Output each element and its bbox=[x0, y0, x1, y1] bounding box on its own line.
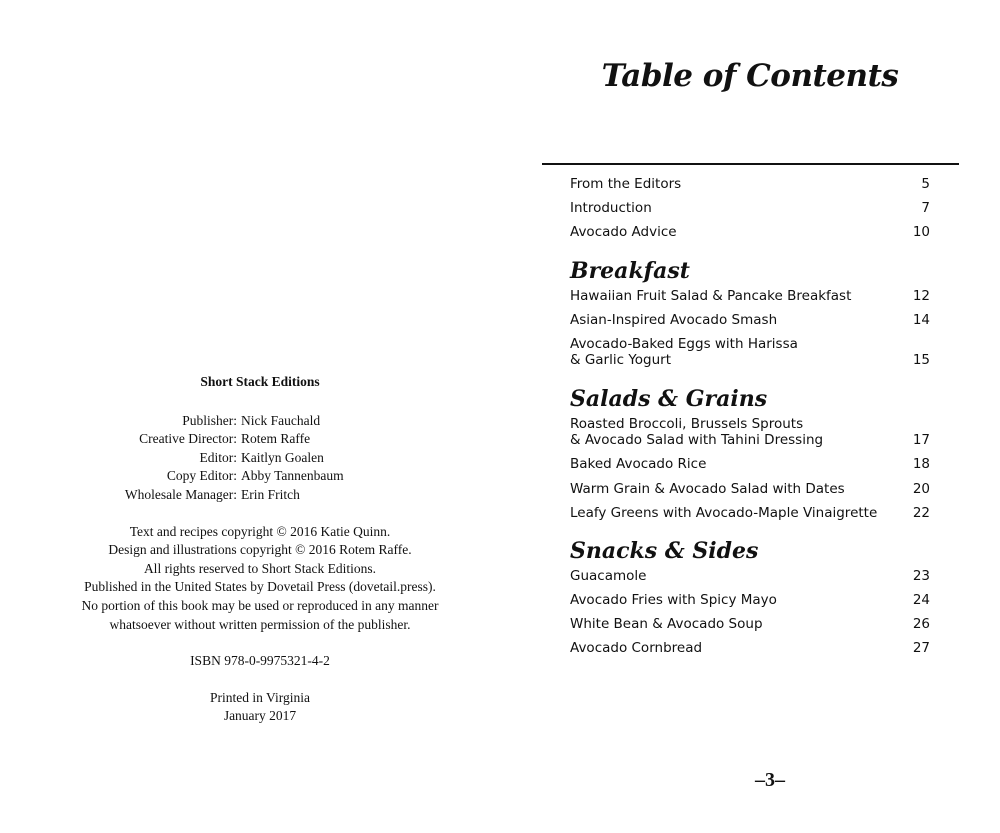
section-heading: Snacks & Sides bbox=[570, 538, 759, 565]
toc-title: Table of Contents bbox=[601, 58, 899, 94]
toc-entry[interactable] bbox=[570, 640, 930, 657]
copyright-line: Design and illustrations copyright © 2016 Rotem Raffe. bbox=[108, 542, 412, 558]
copyright-line: whatsoever without written permission of the publisher. bbox=[109, 616, 411, 632]
entry-title: Baked Avocado Rice bbox=[570, 456, 707, 473]
entry-page-number: 20 bbox=[912, 480, 930, 497]
entry-title: Avocado Cornbread bbox=[570, 640, 703, 657]
toc-entry[interactable] bbox=[570, 336, 930, 369]
entry-title: Asian-Inspired Avocado Smash bbox=[570, 311, 778, 328]
entry-page-number: 24 bbox=[912, 592, 930, 609]
entry-page-number: 5 bbox=[921, 176, 930, 192]
toc-entry[interactable] bbox=[570, 288, 930, 305]
page-number: –3– bbox=[755, 769, 785, 791]
copyright-block bbox=[60, 373, 460, 726]
credit-role: Editor: bbox=[199, 449, 237, 465]
credit-row bbox=[60, 467, 460, 486]
credit-name: Abby Tannenbaum bbox=[241, 468, 344, 484]
table-of-contents bbox=[570, 176, 930, 672]
entry-page-number: 12 bbox=[912, 287, 930, 304]
entry-page-number: 15 bbox=[912, 352, 930, 369]
entry-title: Roasted Broccoli, Brussels Sprouts & Avocado Salad with Tahini Dressing bbox=[570, 415, 824, 449]
contents-page bbox=[520, 0, 1000, 833]
printing-info bbox=[60, 689, 460, 726]
credit-role: Copy Editor: bbox=[166, 468, 237, 484]
toc-entry[interactable] bbox=[570, 224, 930, 241]
entry-title: Avocado Fries with Spicy Mayo bbox=[570, 592, 777, 609]
toc-entry[interactable] bbox=[570, 456, 930, 473]
toc-section-breakfast bbox=[570, 256, 930, 369]
toc-entry[interactable] bbox=[570, 616, 930, 633]
credit-row bbox=[60, 412, 460, 431]
credit-role: Creative Director: bbox=[139, 431, 237, 447]
credit-row bbox=[60, 449, 460, 468]
credits-list bbox=[60, 412, 460, 505]
credit-row bbox=[60, 430, 460, 449]
entry-title: Introduction bbox=[570, 200, 652, 217]
toc-entry[interactable] bbox=[570, 505, 930, 522]
copyright-line: No portion of this book may be used or reproduced in any manner bbox=[81, 597, 439, 613]
toc-entry[interactable] bbox=[570, 312, 930, 329]
entry-page-number: 14 bbox=[912, 311, 930, 328]
toc-entry[interactable] bbox=[570, 568, 930, 585]
print-date: January 2017 bbox=[223, 708, 297, 724]
credit-name: Kaitlyn Goalen bbox=[241, 449, 324, 465]
toc-entry[interactable] bbox=[570, 176, 930, 193]
credit-name: Rotem Raffe bbox=[241, 431, 311, 447]
copyright-line: Text and recipes copyright © 2016 Katie Quinn. bbox=[129, 523, 391, 539]
credit-name: Nick Fauchald bbox=[241, 412, 321, 428]
entry-page-number: 23 bbox=[912, 568, 930, 585]
entry-page-number: 27 bbox=[912, 640, 930, 657]
copyright-line: All rights reserved to Short Stack Editions. bbox=[143, 560, 377, 576]
section-heading: Salads & Grains bbox=[570, 385, 768, 412]
entry-page-number: 26 bbox=[912, 616, 930, 633]
entry-title: Avocado Advice bbox=[570, 224, 677, 241]
entry-title: Avocado-Baked Eggs with Harissa & Garlic Yogurt bbox=[570, 335, 798, 369]
toc-section-snacks-sides bbox=[570, 536, 930, 657]
entry-title: Guacamole bbox=[570, 568, 647, 585]
printed-in: Printed in Virginia bbox=[210, 689, 310, 705]
toc-entry[interactable] bbox=[570, 200, 930, 217]
title-rule bbox=[542, 163, 959, 165]
publisher-name: Short Stack Editions bbox=[200, 374, 320, 389]
entry-page-number: 18 bbox=[912, 456, 930, 473]
toc-section-front-matter bbox=[570, 176, 930, 241]
entry-title: From the Editors bbox=[570, 176, 682, 192]
entry-title: White Bean & Avocado Soup bbox=[570, 616, 763, 633]
toc-entry[interactable] bbox=[570, 592, 930, 609]
copyright-notice bbox=[60, 523, 460, 635]
entry-page-number: 17 bbox=[912, 432, 930, 449]
toc-entry[interactable] bbox=[570, 481, 930, 498]
entry-title: Leafy Greens with Avocado-Maple Vinaigrette bbox=[570, 504, 878, 521]
entry-page-number: 7 bbox=[921, 200, 930, 217]
copyright-line: Published in the United States by Dovetail Press (dovetail.press). bbox=[84, 579, 436, 595]
credit-row bbox=[60, 486, 460, 505]
credit-name: Erin Fritch bbox=[241, 486, 300, 502]
toc-section-salads-grains bbox=[570, 384, 930, 521]
entry-title: Warm Grain & Avocado Salad with Dates bbox=[570, 480, 845, 497]
toc-entry[interactable] bbox=[570, 416, 930, 449]
entry-page-number: 10 bbox=[912, 224, 930, 241]
entry-title: Hawaiian Fruit Salad & Pancake Breakfast bbox=[570, 287, 852, 304]
entry-page-number: 22 bbox=[912, 504, 930, 521]
isbn: ISBN 978-0-9975321-4-2 bbox=[190, 653, 330, 669]
section-heading: Breakfast bbox=[570, 257, 690, 284]
credit-role: Wholesale Manager: bbox=[124, 486, 237, 502]
credit-role: Publisher: bbox=[182, 412, 237, 428]
